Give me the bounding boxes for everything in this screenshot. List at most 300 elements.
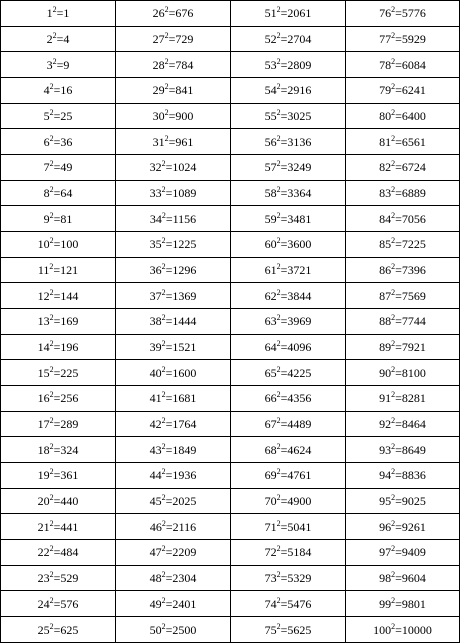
square-result: =676 — [168, 6, 194, 21]
square-base: 19 — [37, 468, 50, 483]
square-result: =3721 — [280, 263, 312, 278]
square-base: 2 — [46, 32, 53, 46]
square-base: 35 — [149, 237, 162, 252]
square-base: 71 — [264, 519, 277, 534]
square-exponent: 2 — [49, 544, 54, 554]
square-cell — [231, 514, 346, 540]
square-exponent: 2 — [161, 185, 166, 195]
square-cell — [346, 360, 460, 386]
square-result: =144 — [53, 288, 79, 303]
square-cell — [1, 437, 116, 463]
square-cell — [231, 540, 346, 566]
square-exponent: 2 — [49, 236, 54, 246]
square-base: 30 — [152, 109, 165, 124]
square-exponent: 2 — [49, 133, 54, 143]
square-exponent: 2 — [391, 287, 396, 297]
square-base: 33 — [149, 186, 162, 201]
square-result: =6241 — [395, 83, 426, 98]
square-cell — [231, 309, 346, 335]
square-result: =9409 — [395, 545, 426, 560]
square-result: =4900 — [280, 494, 312, 509]
square-result: =529 — [53, 571, 79, 586]
square-base: 23 — [37, 571, 50, 586]
square-cell — [346, 1, 460, 27]
square-exponent: 2 — [161, 262, 166, 272]
square-base: 81 — [379, 134, 392, 149]
square-exponent: 2 — [49, 621, 54, 631]
square-base: 98 — [379, 571, 392, 586]
square-exponent: 2 — [164, 82, 169, 92]
square-result: =81 — [53, 211, 73, 226]
square-result: =7921 — [395, 340, 426, 355]
square-cell — [346, 514, 460, 540]
square-cell — [1, 232, 116, 258]
square-result: =361 — [53, 468, 79, 483]
square-exponent: 2 — [49, 313, 54, 323]
square-cell — [346, 463, 460, 489]
square-result: =729 — [168, 32, 194, 46]
table-row — [1, 103, 460, 129]
square-cell — [116, 257, 231, 283]
square-cell — [231, 52, 346, 78]
square-cell — [116, 463, 231, 489]
square-base: 55 — [264, 109, 277, 124]
square-cell — [346, 257, 460, 283]
square-base: 80 — [379, 109, 392, 124]
square-exponent: 2 — [161, 441, 166, 451]
square-exponent: 2 — [276, 287, 281, 297]
square-result: =2304 — [165, 571, 197, 586]
square-cell — [1, 463, 116, 489]
square-result: =1600 — [165, 365, 197, 380]
square-result: =1 — [56, 6, 70, 21]
square-exponent: 2 — [49, 390, 54, 400]
square-result: =1936 — [165, 468, 197, 483]
square-cell — [116, 386, 231, 412]
square-exponent: 2 — [49, 518, 54, 528]
square-cell — [116, 180, 231, 206]
square-cell — [346, 411, 460, 437]
square-cell — [116, 540, 231, 566]
square-result: =3481 — [280, 211, 312, 226]
square-cell — [1, 540, 116, 566]
square-base: 51 — [264, 6, 277, 21]
square-cell — [346, 488, 460, 514]
square-result: =1089 — [165, 186, 197, 201]
square-result: =2116 — [165, 519, 197, 534]
square-base: 27 — [152, 32, 165, 46]
square-exponent: 2 — [161, 595, 166, 605]
square-exponent: 2 — [164, 31, 169, 40]
square-base: 42 — [149, 417, 162, 432]
square-exponent: 2 — [49, 262, 54, 272]
square-exponent: 2 — [161, 467, 166, 477]
square-result: =440 — [53, 494, 79, 509]
table-row — [1, 180, 460, 206]
square-base: 24 — [37, 596, 50, 611]
square-base: 16 — [37, 391, 50, 406]
square-cell — [346, 26, 460, 52]
table-row — [1, 1, 460, 27]
square-exponent: 2 — [276, 159, 281, 169]
square-result: =3844 — [280, 288, 312, 303]
square-result: =1369 — [165, 288, 197, 303]
square-exponent: 2 — [276, 236, 281, 246]
table-row — [1, 155, 460, 181]
square-exponent: 2 — [391, 493, 396, 503]
square-base: 74 — [264, 596, 277, 611]
square-exponent: 2 — [164, 108, 169, 118]
square-result: =324 — [53, 442, 79, 457]
square-result: =961 — [168, 134, 194, 149]
square-base: 48 — [149, 571, 162, 586]
square-result: =1681 — [165, 391, 197, 406]
square-cell — [116, 155, 231, 181]
square-result: =2916 — [280, 83, 312, 98]
square-result: =7744 — [395, 314, 426, 329]
square-exponent: 2 — [276, 570, 281, 580]
square-exponent: 2 — [391, 570, 396, 580]
square-base: 52 — [264, 32, 277, 46]
square-result: =25 — [53, 109, 73, 124]
square-exponent: 2 — [276, 262, 281, 272]
square-exponent: 2 — [161, 570, 166, 580]
square-base: 97 — [379, 545, 392, 560]
square-base: 95 — [379, 494, 392, 509]
square-cell — [116, 591, 231, 617]
square-base: 29 — [152, 83, 165, 98]
square-base: 21 — [37, 519, 50, 534]
square-base: 63 — [264, 314, 277, 329]
square-cell — [1, 257, 116, 283]
square-exponent: 2 — [49, 185, 54, 195]
square-cell — [1, 180, 116, 206]
square-exponent: 2 — [391, 5, 396, 15]
square-result: =9604 — [395, 571, 426, 586]
square-base: 59 — [264, 211, 277, 226]
square-result: =100 — [53, 237, 79, 252]
square-result: =9025 — [395, 494, 426, 509]
square-result: =8836 — [395, 468, 426, 483]
table-row — [1, 488, 460, 514]
square-exponent: 2 — [49, 467, 54, 477]
square-cell — [1, 52, 116, 78]
square-result: =9 — [56, 57, 70, 72]
square-exponent: 2 — [161, 287, 166, 297]
square-cell — [346, 206, 460, 232]
square-result: =6400 — [395, 109, 426, 124]
table-row — [1, 386, 460, 412]
square-base: 93 — [379, 442, 392, 457]
square-result: =196 — [53, 340, 79, 355]
square-result: =4096 — [280, 340, 312, 355]
square-cell — [1, 360, 116, 386]
square-cell — [1, 514, 116, 540]
square-exponent: 2 — [49, 108, 54, 118]
square-exponent: 2 — [49, 595, 54, 605]
table-row — [1, 411, 460, 437]
square-exponent: 2 — [161, 544, 166, 554]
square-result: =10000 — [395, 622, 432, 637]
square-exponent: 2 — [276, 544, 281, 554]
square-cell — [116, 52, 231, 78]
square-result: =3969 — [280, 314, 312, 329]
square-exponent: 2 — [276, 108, 281, 118]
square-cell — [346, 617, 460, 643]
square-cell — [116, 334, 231, 360]
square-exponent: 2 — [391, 31, 396, 40]
square-cell — [231, 206, 346, 232]
square-exponent: 2 — [391, 108, 396, 118]
square-cell — [1, 591, 116, 617]
square-result: =6561 — [395, 134, 426, 149]
square-result: =1764 — [165, 417, 197, 432]
square-exponent: 2 — [49, 416, 54, 426]
square-base: 72 — [264, 545, 277, 560]
square-result: =1225 — [165, 237, 197, 252]
square-exponent: 2 — [161, 236, 166, 246]
square-result: =4624 — [280, 442, 312, 457]
square-base: 82 — [379, 160, 392, 175]
square-result: =7056 — [395, 211, 426, 226]
square-cell — [1, 617, 116, 643]
square-exponent: 2 — [161, 364, 166, 374]
square-cell — [116, 514, 231, 540]
square-cell — [1, 309, 116, 335]
square-exponent: 2 — [161, 390, 166, 400]
square-result: =441 — [53, 519, 79, 534]
square-cell — [346, 283, 460, 309]
square-exponent: 2 — [391, 441, 396, 451]
square-cell — [231, 617, 346, 643]
square-base: 57 — [264, 160, 277, 175]
square-exponent: 2 — [391, 621, 396, 631]
table-row — [1, 463, 460, 489]
table-row — [1, 232, 460, 258]
square-exponent: 2 — [49, 210, 54, 220]
square-result: =5476 — [280, 596, 312, 611]
square-result: =2061 — [280, 6, 312, 21]
square-base: 76 — [379, 6, 392, 21]
table-row — [1, 52, 460, 78]
square-result: =900 — [168, 109, 194, 124]
square-base: 25 — [37, 622, 50, 637]
square-exponent: 2 — [391, 82, 396, 92]
square-cell — [1, 103, 116, 129]
square-base: 26 — [152, 6, 165, 21]
square-result: =2704 — [280, 32, 312, 46]
square-exponent: 2 — [276, 467, 281, 477]
square-result: =3249 — [280, 160, 312, 175]
square-exponent: 2 — [391, 185, 396, 195]
square-base: 11 — [37, 263, 50, 278]
square-cell — [231, 180, 346, 206]
square-result: =8100 — [395, 365, 426, 380]
square-exponent: 2 — [391, 159, 396, 169]
square-cell — [1, 565, 116, 591]
square-cell — [1, 488, 116, 514]
square-result: =169 — [53, 314, 79, 329]
square-base: 78 — [379, 57, 392, 72]
square-exponent: 2 — [391, 56, 396, 66]
square-exponent: 2 — [391, 236, 396, 246]
square-base: 39 — [149, 340, 162, 355]
square-cell — [1, 26, 116, 52]
square-result: =2401 — [165, 596, 197, 611]
square-cell — [231, 411, 346, 437]
square-result: =49 — [53, 160, 73, 175]
square-result: =841 — [168, 83, 194, 98]
square-base: 79 — [379, 83, 392, 98]
square-result: =289 — [53, 417, 79, 432]
square-cell — [1, 411, 116, 437]
square-result: =2209 — [165, 545, 197, 560]
square-result: =36 — [53, 134, 73, 149]
table-row — [1, 78, 460, 104]
square-base: 56 — [264, 134, 277, 149]
square-result: =8281 — [395, 391, 426, 406]
table-row — [1, 129, 460, 155]
square-exponent: 2 — [391, 595, 396, 605]
square-cell — [346, 334, 460, 360]
square-cell — [231, 386, 346, 412]
square-exponent: 2 — [276, 364, 281, 374]
square-base: 84 — [379, 211, 392, 226]
square-result: =2809 — [280, 57, 312, 72]
square-base: 47 — [149, 545, 162, 560]
square-cell — [116, 78, 231, 104]
square-cell — [346, 437, 460, 463]
square-cell — [116, 360, 231, 386]
square-exponent: 2 — [276, 133, 281, 143]
square-exponent: 2 — [164, 133, 169, 143]
square-cell — [1, 155, 116, 181]
square-base: 17 — [37, 417, 50, 432]
square-cell — [231, 463, 346, 489]
square-base: 38 — [149, 314, 162, 329]
square-base: 53 — [264, 57, 277, 72]
square-cell — [1, 78, 116, 104]
table-row — [1, 206, 460, 232]
square-cell — [231, 334, 346, 360]
square-cell — [231, 257, 346, 283]
square-cell — [1, 386, 116, 412]
table-row — [1, 565, 460, 591]
square-cell — [231, 360, 346, 386]
square-result: =2500 — [165, 622, 197, 637]
square-exponent: 2 — [49, 339, 54, 349]
square-base: 94 — [379, 468, 392, 483]
square-exponent: 2 — [49, 570, 54, 580]
square-cell — [346, 386, 460, 412]
square-base: 1 — [46, 6, 53, 21]
square-base: 10 — [37, 237, 50, 252]
square-result: =3600 — [280, 237, 312, 252]
square-exponent: 2 — [49, 287, 54, 297]
square-result: =8649 — [395, 442, 426, 457]
square-base: 83 — [379, 186, 392, 201]
square-result: =4 — [56, 32, 70, 46]
square-result: =8464 — [395, 417, 426, 432]
square-result: =4761 — [280, 468, 312, 483]
square-base: 64 — [264, 340, 277, 355]
table-row — [1, 283, 460, 309]
table-row — [1, 617, 460, 643]
square-base: 96 — [379, 519, 392, 534]
square-exponent: 2 — [49, 159, 54, 169]
square-exponent: 2 — [161, 493, 166, 503]
square-exponent: 2 — [161, 313, 166, 323]
square-cell — [116, 103, 231, 129]
square-exponent: 2 — [161, 339, 166, 349]
table-row — [1, 540, 460, 566]
square-cell — [231, 129, 346, 155]
square-exponent: 2 — [276, 82, 281, 92]
square-cell — [116, 411, 231, 437]
square-base: 62 — [264, 288, 277, 303]
square-cell — [231, 488, 346, 514]
square-result: =9261 — [395, 519, 426, 534]
square-cell — [346, 309, 460, 335]
square-cell — [346, 78, 460, 104]
square-result: =225 — [53, 365, 79, 380]
square-base: 7 — [43, 160, 50, 175]
square-result: =1024 — [165, 160, 197, 175]
square-cell — [116, 1, 231, 27]
square-base: 86 — [379, 263, 392, 278]
square-result: =5329 — [280, 571, 312, 586]
square-base: 99 — [379, 596, 392, 611]
square-result: =64 — [53, 186, 73, 201]
square-base: 14 — [37, 340, 50, 355]
square-exponent: 2 — [276, 313, 281, 323]
square-cell — [231, 1, 346, 27]
square-base: 43 — [149, 442, 162, 457]
square-cell — [116, 283, 231, 309]
square-exponent: 2 — [391, 210, 396, 220]
square-cell — [231, 565, 346, 591]
square-cell — [231, 437, 346, 463]
square-cell — [116, 488, 231, 514]
square-result: =5041 — [280, 519, 312, 534]
square-result: =4356 — [280, 391, 312, 406]
square-base: 50 — [149, 622, 162, 637]
square-exponent: 2 — [52, 56, 57, 66]
square-exponent: 2 — [276, 210, 281, 220]
square-exponent: 2 — [276, 493, 281, 503]
square-result: =784 — [168, 57, 194, 72]
square-result: =1156 — [165, 211, 197, 226]
square-result: =625 — [53, 622, 79, 637]
square-base: 91 — [379, 391, 392, 406]
square-base: 61 — [264, 263, 277, 278]
square-result: =7569 — [395, 288, 426, 303]
table-row — [1, 360, 460, 386]
square-exponent: 2 — [161, 518, 166, 528]
square-base: 85 — [379, 237, 392, 252]
square-exponent: 2 — [391, 390, 396, 400]
square-base: 69 — [264, 468, 277, 483]
square-base: 77 — [379, 32, 392, 46]
square-base: 4 — [43, 83, 50, 98]
square-exponent: 2 — [276, 441, 281, 451]
square-base: 49 — [149, 596, 162, 611]
square-cell — [1, 206, 116, 232]
square-base: 87 — [379, 288, 392, 303]
table-row — [1, 514, 460, 540]
square-base: 70 — [264, 494, 277, 509]
square-cell — [346, 565, 460, 591]
